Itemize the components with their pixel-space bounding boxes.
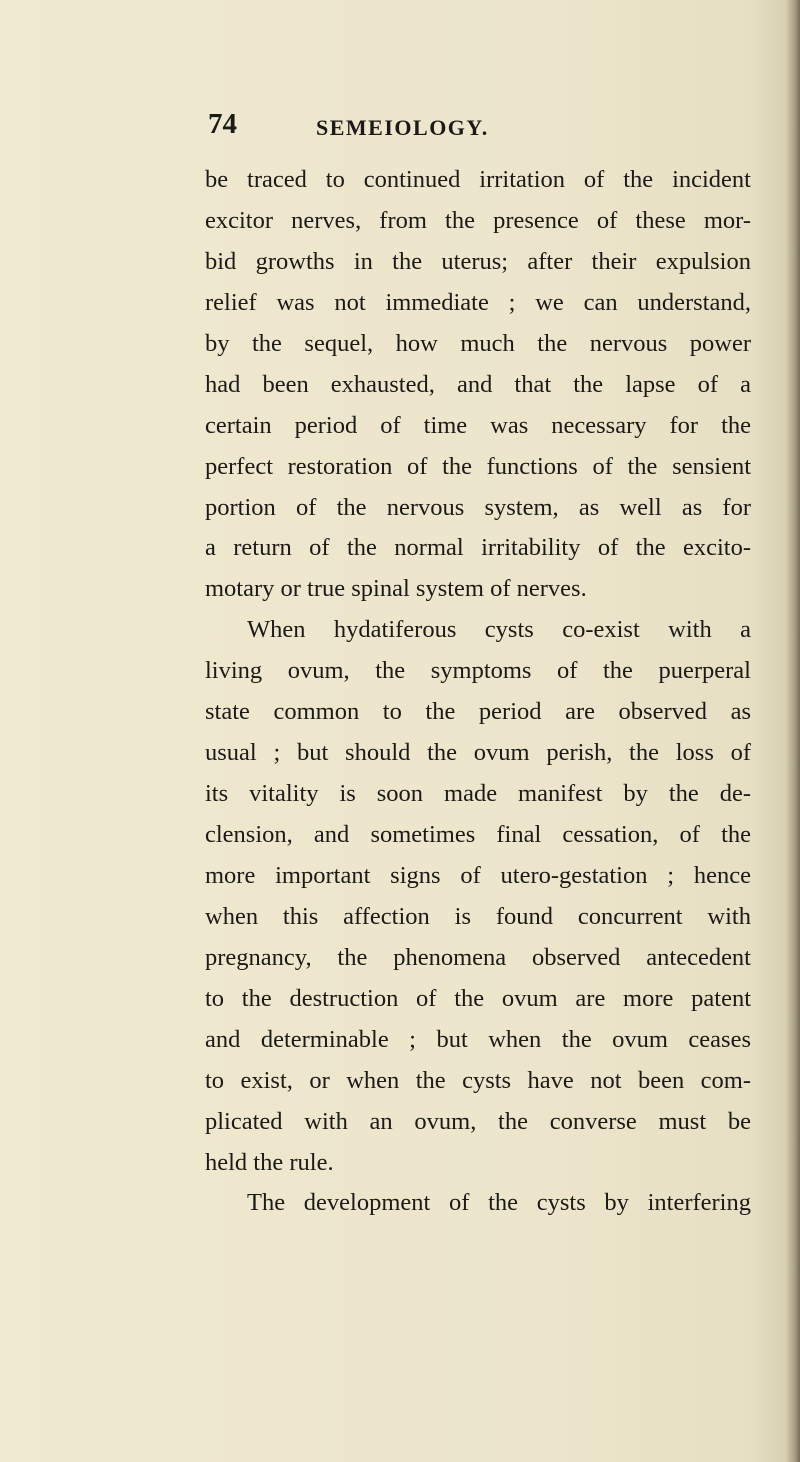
text-line: certain period of time was necessary for the bbox=[205, 411, 751, 439]
text-line: by the sequel, how much the nervous power bbox=[205, 329, 751, 357]
text-line: pregnancy, the phenomena observed antecedent bbox=[205, 943, 751, 971]
text-line: had been exhausted, and that the lapse of a bbox=[205, 370, 751, 398]
text-line: plicated with an ovum, the converse must be bbox=[205, 1107, 751, 1135]
text-line: when this affection is found concurrent with bbox=[205, 902, 751, 930]
page-edge-shadow bbox=[786, 0, 800, 1462]
body-text bbox=[205, 160, 751, 1224]
text-line: bid growths in the uterus; after their expulsion bbox=[205, 247, 751, 275]
text-line: usual ; but should the ovum perish, the loss of bbox=[205, 739, 751, 767]
text-line: its vitality is soon made manifest by the de- bbox=[205, 780, 751, 808]
text-line: be traced to continued irritation of the incident bbox=[205, 166, 751, 193]
paragraph-start-line: The development of the cysts by interfering bbox=[247, 1189, 751, 1217]
paragraph-end-line: held the rule. bbox=[205, 1148, 334, 1176]
text-line: and determinable ; but when the ovum ceases bbox=[205, 1025, 751, 1053]
paragraph-end-line: motary or true spinal system of nerves. bbox=[205, 575, 587, 603]
text-line: excitor nerves, from the presence of these mor- bbox=[205, 206, 751, 234]
text-line: perfect restoration of the functions of the sensient bbox=[205, 452, 751, 480]
text-line: living ovum, the symptoms of the puerperal bbox=[205, 657, 751, 685]
text-line: more important signs of utero-gestation ; hence bbox=[205, 861, 751, 889]
text-line: clension, and sometimes final cessation, of the bbox=[205, 821, 751, 848]
text-line: to the destruction of the ovum are more patent bbox=[205, 984, 751, 1012]
running-head bbox=[0, 108, 800, 144]
paragraph-start-line: When hydatiferous cysts co-exist with a bbox=[247, 616, 751, 644]
text-line: a return of the normal irritability of the excito- bbox=[205, 534, 751, 562]
text-line: state common to the period are observed as bbox=[205, 698, 751, 726]
text-line: portion of the nervous system, as well as for bbox=[205, 493, 751, 521]
running-title: SEMEIOLOGY. bbox=[316, 115, 489, 140]
text-line: relief was not immediate ; we can understand, bbox=[205, 288, 751, 316]
text-line: to exist, or when the cysts have not been com- bbox=[205, 1066, 751, 1094]
page-number: 74 bbox=[208, 108, 237, 140]
